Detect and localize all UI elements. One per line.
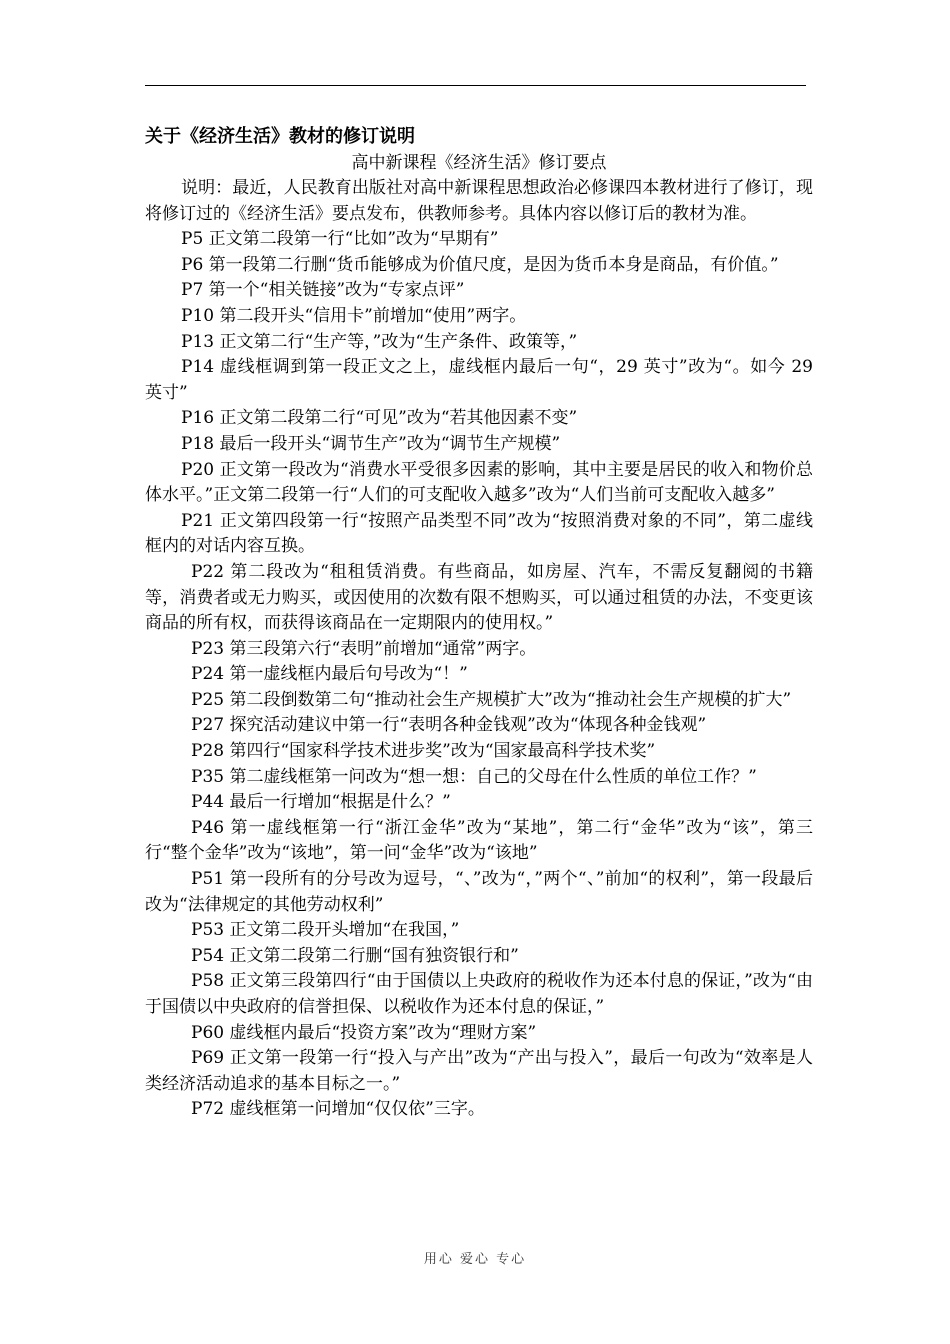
revision-item: P14 虚线框调到第一段正文之上，虚线框内最后一句“，29 英寸”改为“。如今 29 英寸” xyxy=(145,357,813,403)
revision-item: P28 第四行“国家科学技术进步奖”改为“国家最高科学技术奖” xyxy=(191,741,656,762)
revision-item: P46 第一虚线框第一行“浙江金华”改为“某地”，第二行“金华”改为“该”，第三行“整个金华”改为“该地”，第一问“金华”改为“该地” xyxy=(145,817,813,864)
revision-item: P51 第一段所有的分号改为逗号，“、”改为“，”两个“、”前加“的权利”，第一段最后改为“法律规定的其他劳动权利” xyxy=(145,869,814,915)
revision-item: P16 正文第二段第二行“可见”改为“若其他因素不变” xyxy=(181,408,578,429)
revision-item: P69 正文第一段第一行“投入与产出”改为“产出与投入”，最后一句改为“效率是人类经济活动追求的基本目标之一。” xyxy=(145,1048,813,1094)
revision-item: P5 正文第二段第一行“比如”改为“早期有” xyxy=(181,229,499,250)
revision-item: P22 第二段改为“租租赁消费。有些商品，如房屋、汽车，不需反复翻阅的书籍等，消费者或无力购买，或因使用的次数有限不想购买，可以通过租赁的办法，不变更该商品的所有权，而获得该商品在一定期限内的使用权。” xyxy=(145,561,813,634)
header-rule xyxy=(145,85,806,86)
revision-item: P27 探究活动建议中第一行“表明各种金钱观”改为“体现各种金钱观” xyxy=(191,715,707,736)
intro-paragraph: 说明：最近，人民教育出版社对高中新课程思想政治必修课四本教材进行了修订，现将修订过的《经济生活》要点发布，供教师参考。具体内容以修订后的教材为准。 xyxy=(145,178,813,224)
document-subtitle: 高中新课程《经济生活》修订要点 xyxy=(351,153,607,173)
revision-list xyxy=(145,176,813,1123)
revision-item: P18 最后一段开头“调节生产”改为“调节生产规模” xyxy=(181,433,561,454)
revision-item: P6 第一段第二行删“货币能够成为价值尺度，是因为货币本身是商品，有价值。” xyxy=(181,254,779,275)
revision-item: P58 正文第三段第四行“由于国债以上央政府的税收作为还本付息的保证，”改为“由于国债以中央政府的信誉担保、以税收作为还本付息的保证，” xyxy=(145,971,813,1017)
document-body xyxy=(145,123,813,1123)
revision-item: P25 第二段倒数第二句“推动社会生产规模扩大”改为“推动社会生产规模的扩大” xyxy=(191,689,792,710)
revision-item: P60 虚线框内最后“投资方案”改为“理财方案” xyxy=(191,1022,537,1043)
revision-item: P10 第二段开头“信用卡”前增加“使用”两字。 xyxy=(181,305,527,326)
revision-item: P13 正文第二行“生产等，”改为“生产条件、政策等，” xyxy=(181,331,578,352)
page-footer: 用心 爱心 专心 xyxy=(423,1252,527,1267)
revision-item: P44 最后一行增加“根据是什么？” xyxy=(191,792,451,813)
revision-item: P24 第一虚线框内最后句号改为“！” xyxy=(191,664,468,685)
document-title: 关于《经济生活》教材的修订说明 xyxy=(145,126,415,147)
revision-item: P54 正文第二段第二行删“国有独资银行和” xyxy=(191,945,519,966)
revision-item: P20 正文第一段改为“消费水平受很多因素的影响，其中主要是居民的收入和物价总体水平。”正文第二段第一行“人们的可支配收入越多”改为“人们当前可支配收入越多” xyxy=(145,459,813,506)
revision-item: P53 正文第二段开头增加“在我国，” xyxy=(191,920,460,941)
revision-item: P72 虚线框第一问增加“仅仅依”三字。 xyxy=(191,1099,485,1120)
revision-item: P23 第三段第六行“表明”前增加“通常”两字。 xyxy=(191,638,537,659)
revision-item: P7 第一个“相关链接”改为“专家点评” xyxy=(181,280,465,301)
revision-item: P35 第二虚线框第一问改为“想一想：自己的父母在什么性质的单位工作？” xyxy=(191,766,757,787)
revision-item: P21 正文第四段第一行“按照产品类型不同”改为“按照消费对象的不同”，第二虚线框内的对话内容互换。 xyxy=(145,510,813,557)
